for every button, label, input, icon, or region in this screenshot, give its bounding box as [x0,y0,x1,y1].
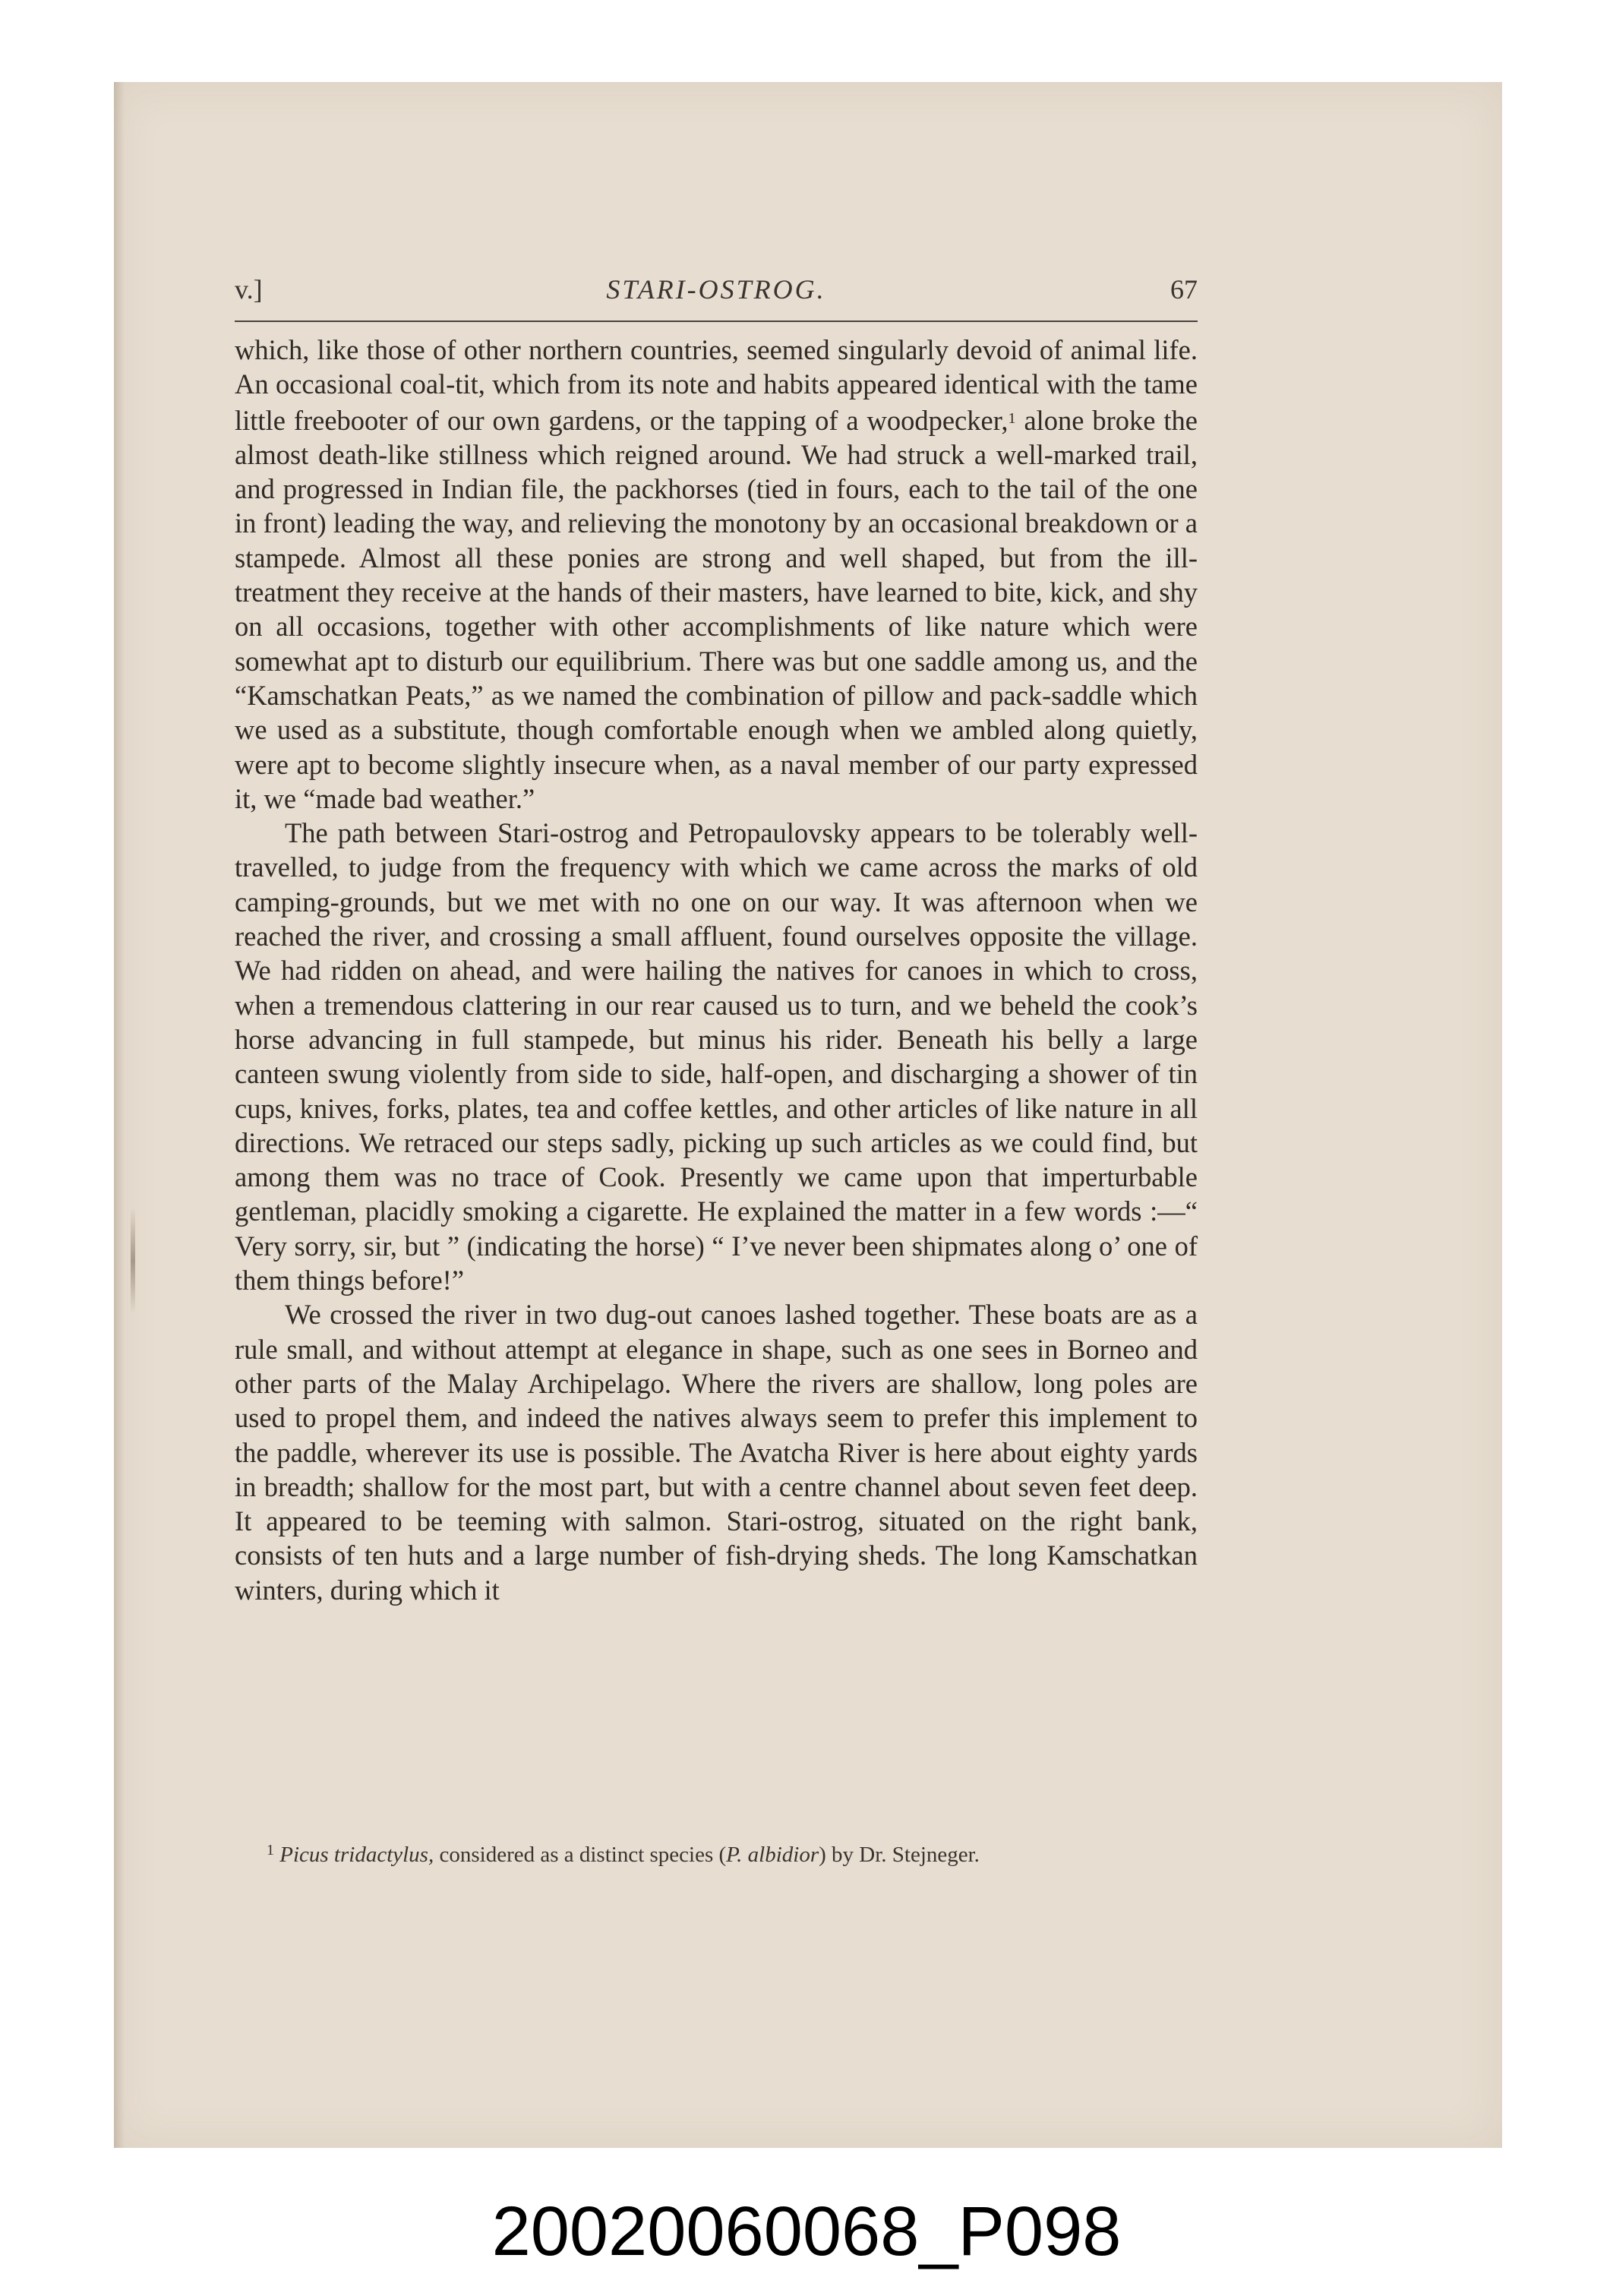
body-text [235,333,1198,1607]
paragraph-2: The path between Stari-ostrog and Petropaulovsky appears to be tolerably well-travelled, to judge from the frequency with which we came across the marks of old camping-grounds, but we met with no one on our way. It was afternoon when we reached the river, and crossing a small affluent, found ourselves opposite the village. We had ridden on ahead, and were hailing the natives for canoes in which to cross, when a tremendous clattering in our rear caused us to turn, and we beheld the cook’s horse advancing in full stampede, but minus his rider. Beneath his belly a large canteen swung violently from side to side, half-open, and discharging a shower of tin cups, knives, forks, plates, tea and coffee kettles, and other articles of like nature in all directions. We retraced our steps sadly, picking up such articles as we could find, but among them was no trace of Cook. Presently we came upon that imperturbable gentleman, placidly smoking a cigarette. He explained the matter in a few words :—“ Very sorry, sir, but ” (indicating the horse) “ I’ve never been shipmates along o’ one of them things before!” [235,817,1198,1296]
binding-mark [131,1208,135,1314]
footnote-alt-species: P. albidior [726,1843,819,1867]
footnote-reference: 1 [1008,409,1016,427]
page-identifier: 20020060068_P098 [491,2193,1122,2270]
chapter-marker: v.] [235,274,263,305]
footnote [235,1836,1198,1868]
footnote-text-b: ) by Dr. Stejneger. [819,1843,980,1867]
footnote-marker: 1 [267,1842,274,1859]
running-head [235,273,1198,311]
page-number: 67 [1170,274,1198,305]
page-edge-shadow [114,82,125,2148]
paragraph-1 [235,333,1198,816]
paragraph-1-text-b: alone broke the almost death-like stillness which reigned around. We had struck a well-marked trail, and progressed in Indian file, the packhorses (tied in fours, each to the tail of the one in front) leading the way, and relieving the monotony by an occasional breakdown or a stampede. Almost all these ponies are strong and well shaped, but from the ill-treatment they receive at the hands of their masters, have learned to bite, kick, and shy on all occasions, together with other accomplishments of like nature which were somewhat apt to disturb our equilibrium. There was but one saddle among us, and the “Kamschatkan Peats,” as we named the combination of pillow and pack-saddle which we used as a substitute, though comfortable enough when we ambled along quietly, were apt to become slightly insecure when, as a naval member of our party expressed it, we “made bad weather.” [235,404,1198,814]
paragraph-3: We crossed the river in two dug-out canoes lashed together. These boats are as a rule small, and without attempt at elegance in shape, such as one sees in Borneo and other parts of the Malay Archipelago. Where the rivers are shallow, long poles are used to propel them, and indeed the natives always seem to prefer this implement to the paddle, wherever its use is possible. The Avatcha River is here about eighty yards in breadth; shallow for the most part, but with a centre channel about seven feet deep. It appeared to be teeming with salmon. Stari-ostrog, situated on the right bank, consists of ten huts and a large number of fish-drying sheds. The long Kamschatkan winters, during which it [235,1299,1198,1606]
footnote-text-a: considered as a distinct species ( [434,1843,727,1867]
header-rule [235,321,1198,322]
running-title: STARI-OSTROG. [606,274,826,305]
paragraph-1-text-a: which, like those of other northern countries, seemed singularly devoid of animal life. An occasional coal-tit, which from its note and habits appeared identical with the tame little freebooter of our own gardens, or the tapping of a woodpecker, [235,334,1198,436]
footnote-species: Picus tridactylus, [279,1843,434,1867]
